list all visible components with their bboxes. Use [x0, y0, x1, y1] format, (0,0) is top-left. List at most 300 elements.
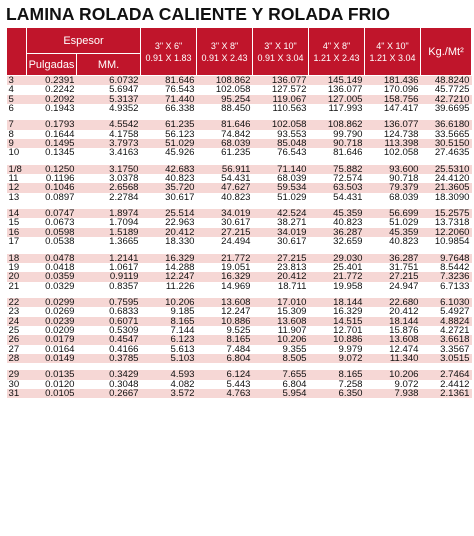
gauge-cell: 5 — [7, 95, 27, 104]
table-row — [7, 130, 472, 139]
weight-4x10-cell: 113.398 — [365, 139, 421, 148]
weight-3x6-cell: 8.165 — [141, 317, 197, 326]
size-header-4 — [309, 28, 365, 76]
weight-3x6-cell: 25.514 — [141, 209, 197, 218]
table-header — [7, 28, 472, 76]
weight-4x10-cell: 56.699 — [365, 209, 421, 218]
kg-per-m2-cell: 18.3090 — [421, 193, 472, 202]
kg-per-m2-cell: 13.7318 — [421, 218, 472, 227]
weight-3x8-cell: 8.165 — [197, 335, 253, 344]
weight-4x8-cell: 36.287 — [309, 228, 365, 237]
gauge-cell: 12 — [7, 183, 27, 192]
size-header-2-inches: 3" X 8" — [210, 40, 239, 51]
weight-3x10-cell: 13.608 — [253, 317, 309, 326]
weight-4x8-cell: 29.030 — [309, 254, 365, 263]
weight-3x10-cell: 127.572 — [253, 85, 309, 94]
weight-3x10-cell: 34.019 — [253, 228, 309, 237]
gauge-cell: 21 — [7, 282, 27, 291]
weight-3x8-cell: 13.608 — [197, 298, 253, 307]
pulgadas-cell: 0.0359 — [27, 272, 77, 281]
gauge-cell: 13 — [7, 193, 27, 202]
weight-3x8-cell: 40.823 — [197, 193, 253, 202]
separator-cell — [7, 247, 472, 254]
table-row — [7, 183, 472, 192]
weight-4x10-cell: 11.340 — [365, 354, 421, 363]
weight-3x10-cell: 20.412 — [253, 272, 309, 281]
mm-cell: 2.6568 — [77, 183, 141, 192]
weight-3x10-cell: 17.010 — [253, 298, 309, 307]
weight-4x8-cell: 40.823 — [309, 218, 365, 227]
weight-3x10-cell: 68.039 — [253, 174, 309, 183]
weight-3x8-cell: 4.763 — [197, 389, 253, 398]
mm-cell: 2.2784 — [77, 193, 141, 202]
kg-per-m2-cell: 9.7648 — [421, 254, 472, 263]
weight-3x6-cell: 5.613 — [141, 345, 197, 354]
mm-cell: 0.2667 — [77, 389, 141, 398]
weight-3x8-cell: 27.215 — [197, 228, 253, 237]
gauge-cell: 24 — [7, 317, 27, 326]
kg-per-m2-cell: 4.8824 — [421, 317, 472, 326]
weight-3x8-cell: 68.039 — [197, 139, 253, 148]
weight-3x10-cell: 51.029 — [253, 193, 309, 202]
gauge-cell: 16 — [7, 228, 27, 237]
kg-per-m2-header: Kg./Mt² — [421, 28, 472, 76]
gauge-cell: 10 — [7, 148, 27, 157]
weight-4x10-cell: 51.029 — [365, 218, 421, 227]
gauge-cell: 4 — [7, 85, 27, 94]
weight-3x10-cell: 30.617 — [253, 237, 309, 246]
weight-3x10-cell: 8.505 — [253, 354, 309, 363]
weight-4x10-cell: 45.359 — [365, 228, 421, 237]
group-separator — [7, 158, 472, 165]
weight-3x10-cell: 7.655 — [253, 370, 309, 379]
separator-cell — [7, 158, 472, 165]
weight-3x6-cell: 12.247 — [141, 272, 197, 281]
weight-3x8-cell: 108.862 — [197, 76, 253, 86]
pulgadas-cell: 0.0179 — [27, 335, 77, 344]
kg-per-m2-cell: 7.3236 — [421, 272, 472, 281]
weight-3x10-cell: 136.077 — [253, 76, 309, 86]
weight-3x6-cell: 40.823 — [141, 174, 197, 183]
weight-3x10-cell: 6.804 — [253, 380, 309, 389]
gauge-cell: 27 — [7, 345, 27, 354]
weight-3x10-cell: 38.271 — [253, 218, 309, 227]
size-header-2-meters: 0.91 X 2.43 — [201, 52, 248, 63]
weight-3x8-cell: 16.329 — [197, 272, 253, 281]
table-row — [7, 85, 472, 94]
weight-3x6-cell: 14.288 — [141, 263, 197, 272]
weight-4x10-cell: 79.379 — [365, 183, 421, 192]
weight-3x10-cell: 27.215 — [253, 254, 309, 263]
mm-cell: 4.5542 — [77, 120, 141, 129]
weight-4x10-cell: 170.096 — [365, 85, 421, 94]
kg-per-m2-cell: 33.5665 — [421, 130, 472, 139]
weight-3x6-cell: 16.329 — [141, 254, 197, 263]
gauge-cell: 6 — [7, 104, 27, 113]
mm-cell: 0.6071 — [77, 317, 141, 326]
weight-3x8-cell: 6.804 — [197, 354, 253, 363]
pulgadas-cell: 0.0164 — [27, 345, 77, 354]
weight-3x6-cell: 61.235 — [141, 120, 197, 129]
weight-4x8-cell: 63.503 — [309, 183, 365, 192]
weight-3x10-cell: 85.048 — [253, 139, 309, 148]
gauge-cell: 8 — [7, 130, 27, 139]
kg-per-m2-cell: 42.7210 — [421, 95, 472, 104]
table-row — [7, 282, 472, 291]
gauge-cell: 23 — [7, 307, 27, 316]
pulgadas-cell: 0.0747 — [27, 209, 77, 218]
table-row — [7, 317, 472, 326]
table-row — [7, 148, 472, 157]
mm-cell: 0.4166 — [77, 345, 141, 354]
weight-3x8-cell: 34.019 — [197, 209, 253, 218]
mm-cell: 0.6833 — [77, 307, 141, 316]
weight-3x8-cell: 47.627 — [197, 183, 253, 192]
separator-cell — [7, 363, 472, 370]
kg-per-m2-cell: 8.5442 — [421, 263, 472, 272]
weight-3x8-cell: 14.969 — [197, 282, 253, 291]
weight-4x8-cell: 54.431 — [309, 193, 365, 202]
kg-per-m2-cell: 39.6695 — [421, 104, 472, 113]
gauge-cell: 18 — [7, 254, 27, 263]
gauge-cell: 30 — [7, 380, 27, 389]
mm-cell: 0.8357 — [77, 282, 141, 291]
weight-4x8-cell: 108.862 — [309, 120, 365, 129]
weight-3x8-cell: 12.247 — [197, 307, 253, 316]
weight-3x8-cell: 61.235 — [197, 148, 253, 157]
table-row — [7, 228, 472, 237]
kg-per-m2-cell: 15.2575 — [421, 209, 472, 218]
weight-3x6-cell: 18.330 — [141, 237, 197, 246]
weight-4x10-cell: 158.756 — [365, 95, 421, 104]
gauge-cell: 1/8 — [7, 165, 27, 174]
table-row — [7, 193, 472, 202]
table-row — [7, 209, 472, 218]
weight-3x8-cell: 88.450 — [197, 104, 253, 113]
mm-cell: 0.3048 — [77, 380, 141, 389]
weight-3x8-cell: 24.494 — [197, 237, 253, 246]
weight-3x6-cell: 4.082 — [141, 380, 197, 389]
weight-3x10-cell: 11.907 — [253, 326, 309, 335]
table-row — [7, 326, 472, 335]
kg-per-m2-cell: 2.1361 — [421, 389, 472, 398]
weight-3x10-cell: 110.563 — [253, 104, 309, 113]
size-header-1 — [141, 28, 197, 76]
weight-4x8-cell: 21.772 — [309, 272, 365, 281]
weight-3x10-cell: 42.524 — [253, 209, 309, 218]
page-title: LAMINA ROLADA CALIENTE Y ROLADA FRIO — [6, 4, 391, 24]
pulgadas-cell: 0.0269 — [27, 307, 77, 316]
weight-4x8-cell: 19.958 — [309, 282, 365, 291]
mm-cell: 0.7595 — [77, 298, 141, 307]
weight-3x8-cell: 21.772 — [197, 254, 253, 263]
weight-3x8-cell: 5.443 — [197, 380, 253, 389]
weight-3x6-cell: 45.926 — [141, 148, 197, 157]
table-row — [7, 139, 472, 148]
gauge-cell: 15 — [7, 218, 27, 227]
weight-4x10-cell: 15.876 — [365, 326, 421, 335]
weight-3x8-cell: 30.617 — [197, 218, 253, 227]
weight-3x8-cell: 74.842 — [197, 130, 253, 139]
weight-4x10-cell: 20.412 — [365, 307, 421, 316]
weight-4x8-cell: 127.005 — [309, 95, 365, 104]
table-row — [7, 389, 472, 398]
weight-4x10-cell: 27.215 — [365, 272, 421, 281]
weight-4x10-cell: 90.718 — [365, 174, 421, 183]
weight-3x10-cell: 9.355 — [253, 345, 309, 354]
mm-cell: 5.3137 — [77, 95, 141, 104]
weight-3x10-cell: 23.813 — [253, 263, 309, 272]
weight-4x10-cell: 181.436 — [365, 76, 421, 86]
weight-3x8-cell: 9.525 — [197, 326, 253, 335]
weight-4x10-cell: 24.947 — [365, 282, 421, 291]
weight-4x8-cell: 14.515 — [309, 317, 365, 326]
weight-4x8-cell: 136.077 — [309, 85, 365, 94]
table-row — [7, 218, 472, 227]
weight-4x8-cell: 75.882 — [309, 165, 365, 174]
mm-cell: 1.2141 — [77, 254, 141, 263]
weight-3x8-cell: 54.431 — [197, 174, 253, 183]
kg-per-m2-cell: 6.7133 — [421, 282, 472, 291]
pulgadas-cell: 0.0239 — [27, 317, 77, 326]
weight-4x8-cell: 45.359 — [309, 209, 365, 218]
pulgadas-cell: 0.0209 — [27, 326, 77, 335]
mm-cell: 4.1758 — [77, 130, 141, 139]
size-header-4-meters: 1.21 X 2.43 — [313, 52, 360, 63]
mm-cell: 4.9352 — [77, 104, 141, 113]
table-row — [7, 237, 472, 246]
group-separator — [7, 291, 472, 298]
weight-4x8-cell: 90.718 — [309, 139, 365, 148]
pulgadas-header: Pulgadas — [27, 54, 77, 76]
weight-4x10-cell: 93.600 — [365, 165, 421, 174]
kg-per-m2-cell: 3.6618 — [421, 335, 472, 344]
size-header-5-meters: 1.21 X 3.04 — [369, 52, 416, 63]
gauge-cell: 22 — [7, 298, 27, 307]
weight-3x10-cell: 10.206 — [253, 335, 309, 344]
group-separator — [7, 363, 472, 370]
size-header-5-inches: 4" X 10" — [376, 40, 409, 51]
pulgadas-cell: 0.1943 — [27, 104, 77, 113]
gauge-cell: 3 — [7, 76, 27, 86]
pulgadas-cell: 0.1345 — [27, 148, 77, 157]
weight-4x10-cell: 10.206 — [365, 370, 421, 379]
table-row — [7, 272, 472, 281]
mm-cell: 3.0378 — [77, 174, 141, 183]
weight-4x10-cell: 7.938 — [365, 389, 421, 398]
gauge-cell: 7 — [7, 120, 27, 129]
weight-4x8-cell: 25.401 — [309, 263, 365, 272]
weight-3x6-cell: 6.123 — [141, 335, 197, 344]
mm-cell: 1.3665 — [77, 237, 141, 246]
weight-3x6-cell: 9.185 — [141, 307, 197, 316]
gauge-cell: 14 — [7, 209, 27, 218]
size-header-1-meters: 0.91 X 1.83 — [145, 52, 192, 63]
pulgadas-cell: 0.0329 — [27, 282, 77, 291]
weight-3x6-cell: 71.440 — [141, 95, 197, 104]
table-row — [7, 380, 472, 389]
kg-per-m2-cell: 45.7725 — [421, 85, 472, 94]
size-header-3-inches: 3" X 10" — [264, 40, 297, 51]
weight-3x8-cell: 6.124 — [197, 370, 253, 379]
pulgadas-cell: 0.2242 — [27, 85, 77, 94]
kg-per-m2-cell: 21.3605 — [421, 183, 472, 192]
weight-3x8-cell: 81.646 — [197, 120, 253, 129]
mm-cell: 1.0617 — [77, 263, 141, 272]
kg-per-m2-cell: 30.5150 — [421, 139, 472, 148]
gauge-cell: 19 — [7, 263, 27, 272]
kg-per-m2-cell: 2.7464 — [421, 370, 472, 379]
size-header-3-meters: 0.91 X 3.04 — [257, 52, 304, 63]
mm-cell: 0.5309 — [77, 326, 141, 335]
weight-3x6-cell: 81.646 — [141, 76, 197, 86]
gauge-cell: 28 — [7, 354, 27, 363]
weight-4x8-cell: 32.659 — [309, 237, 365, 246]
sheet-spec-table — [6, 27, 472, 398]
kg-per-m2-cell: 24.4120 — [421, 174, 472, 183]
mm-cell: 6.0732 — [77, 76, 141, 86]
weight-3x8-cell: 7.484 — [197, 345, 253, 354]
pulgadas-cell: 0.0120 — [27, 380, 77, 389]
weight-4x8-cell: 10.886 — [309, 335, 365, 344]
weight-4x8-cell: 99.790 — [309, 130, 365, 139]
table-row — [7, 174, 472, 183]
separator-cell — [7, 113, 472, 120]
pulgadas-cell: 0.0149 — [27, 354, 77, 363]
weight-4x10-cell: 9.072 — [365, 380, 421, 389]
kg-per-m2-cell: 36.6180 — [421, 120, 472, 129]
weight-4x10-cell: 68.039 — [365, 193, 421, 202]
gauge-cell: 9 — [7, 139, 27, 148]
mm-cell: 0.3429 — [77, 370, 141, 379]
table-row — [7, 254, 472, 263]
kg-per-m2-cell: 25.5310 — [421, 165, 472, 174]
pulgadas-cell: 0.0478 — [27, 254, 77, 263]
weight-3x10-cell: 5.954 — [253, 389, 309, 398]
size-header-3 — [253, 28, 309, 76]
weight-3x6-cell: 3.572 — [141, 389, 197, 398]
pulgadas-cell: 0.0673 — [27, 218, 77, 227]
kg-per-m2-cell: 5.4927 — [421, 307, 472, 316]
kg-per-m2-cell: 2.4412 — [421, 380, 472, 389]
pulgadas-cell: 0.0418 — [27, 263, 77, 272]
table-row — [7, 95, 472, 104]
table-row — [7, 307, 472, 316]
weight-4x8-cell: 145.149 — [309, 76, 365, 86]
weight-4x10-cell: 40.823 — [365, 237, 421, 246]
pulgadas-cell: 0.1495 — [27, 139, 77, 148]
weight-4x10-cell: 147.417 — [365, 104, 421, 113]
pulgadas-cell: 0.2092 — [27, 95, 77, 104]
size-header-1-inches: 3" X 6" — [154, 40, 183, 51]
pulgadas-cell: 0.0299 — [27, 298, 77, 307]
pulgadas-cell: 0.0598 — [27, 228, 77, 237]
kg-per-m2-cell: 3.3567 — [421, 345, 472, 354]
mm-cell: 3.4163 — [77, 148, 141, 157]
weight-4x10-cell: 102.058 — [365, 148, 421, 157]
weight-3x6-cell: 22.963 — [141, 218, 197, 227]
weight-4x8-cell: 16.329 — [309, 307, 365, 316]
pulgadas-cell: 0.1644 — [27, 130, 77, 139]
weight-3x6-cell: 76.543 — [141, 85, 197, 94]
weight-4x10-cell: 124.738 — [365, 130, 421, 139]
weight-3x8-cell: 56.911 — [197, 165, 253, 174]
table-row — [7, 120, 472, 129]
separator-cell — [7, 202, 472, 209]
table-row — [7, 298, 472, 307]
weight-3x10-cell: 15.309 — [253, 307, 309, 316]
mm-cell: 5.6947 — [77, 85, 141, 94]
table-row — [7, 76, 472, 86]
size-header-4-inches: 4" X 8" — [322, 40, 351, 51]
weight-3x8-cell: 10.886 — [197, 317, 253, 326]
weight-4x10-cell: 12.474 — [365, 345, 421, 354]
weight-4x8-cell: 9.979 — [309, 345, 365, 354]
weight-3x10-cell: 59.534 — [253, 183, 309, 192]
gauge-cell: 29 — [7, 370, 27, 379]
weight-3x8-cell: 102.058 — [197, 85, 253, 94]
kg-per-m2-cell: 6.1030 — [421, 298, 472, 307]
pulgadas-cell: 0.0105 — [27, 389, 77, 398]
kg-per-m2-cell: 10.9854 — [421, 237, 472, 246]
mm-cell: 0.3785 — [77, 354, 141, 363]
pulgadas-cell: 0.1046 — [27, 183, 77, 192]
table-row — [7, 345, 472, 354]
weight-4x10-cell: 36.287 — [365, 254, 421, 263]
weight-3x8-cell: 19.051 — [197, 263, 253, 272]
espesor-header: Espesor — [27, 28, 141, 54]
weight-3x6-cell: 66.338 — [141, 104, 197, 113]
weight-3x6-cell: 51.029 — [141, 139, 197, 148]
mm-cell: 0.4547 — [77, 335, 141, 344]
weight-4x8-cell: 18.144 — [309, 298, 365, 307]
group-separator — [7, 202, 472, 209]
weight-3x10-cell: 18.711 — [253, 282, 309, 291]
weight-4x10-cell: 22.680 — [365, 298, 421, 307]
group-separator — [7, 113, 472, 120]
weight-3x6-cell: 42.683 — [141, 165, 197, 174]
mm-cell: 1.7094 — [77, 218, 141, 227]
pulgadas-cell: 0.0538 — [27, 237, 77, 246]
separator-cell — [7, 291, 472, 298]
size-header-5 — [365, 28, 421, 76]
weight-3x10-cell: 93.553 — [253, 130, 309, 139]
table-row — [7, 104, 472, 113]
weight-4x8-cell: 72.574 — [309, 174, 365, 183]
mm-cell: 3.1750 — [77, 165, 141, 174]
weight-3x10-cell: 76.543 — [253, 148, 309, 157]
weight-4x10-cell: 136.077 — [365, 120, 421, 129]
gauge-cell: 17 — [7, 237, 27, 246]
weight-3x8-cell: 95.254 — [197, 95, 253, 104]
weight-3x6-cell: 10.206 — [141, 298, 197, 307]
table-row — [7, 335, 472, 344]
table-row — [7, 165, 472, 174]
table-row — [7, 354, 472, 363]
mm-cell: 1.8974 — [77, 209, 141, 218]
kg-per-m2-cell: 48.8240 — [421, 76, 472, 86]
weight-4x8-cell: 8.165 — [309, 370, 365, 379]
weight-3x10-cell: 71.140 — [253, 165, 309, 174]
pulgadas-cell: 0.2391 — [27, 76, 77, 86]
table-row — [7, 263, 472, 272]
group-separator — [7, 247, 472, 254]
table-body — [7, 76, 472, 399]
weight-3x6-cell: 56.123 — [141, 130, 197, 139]
weight-3x6-cell: 30.617 — [141, 193, 197, 202]
weight-3x10-cell: 102.058 — [253, 120, 309, 129]
weight-4x8-cell: 7.258 — [309, 380, 365, 389]
